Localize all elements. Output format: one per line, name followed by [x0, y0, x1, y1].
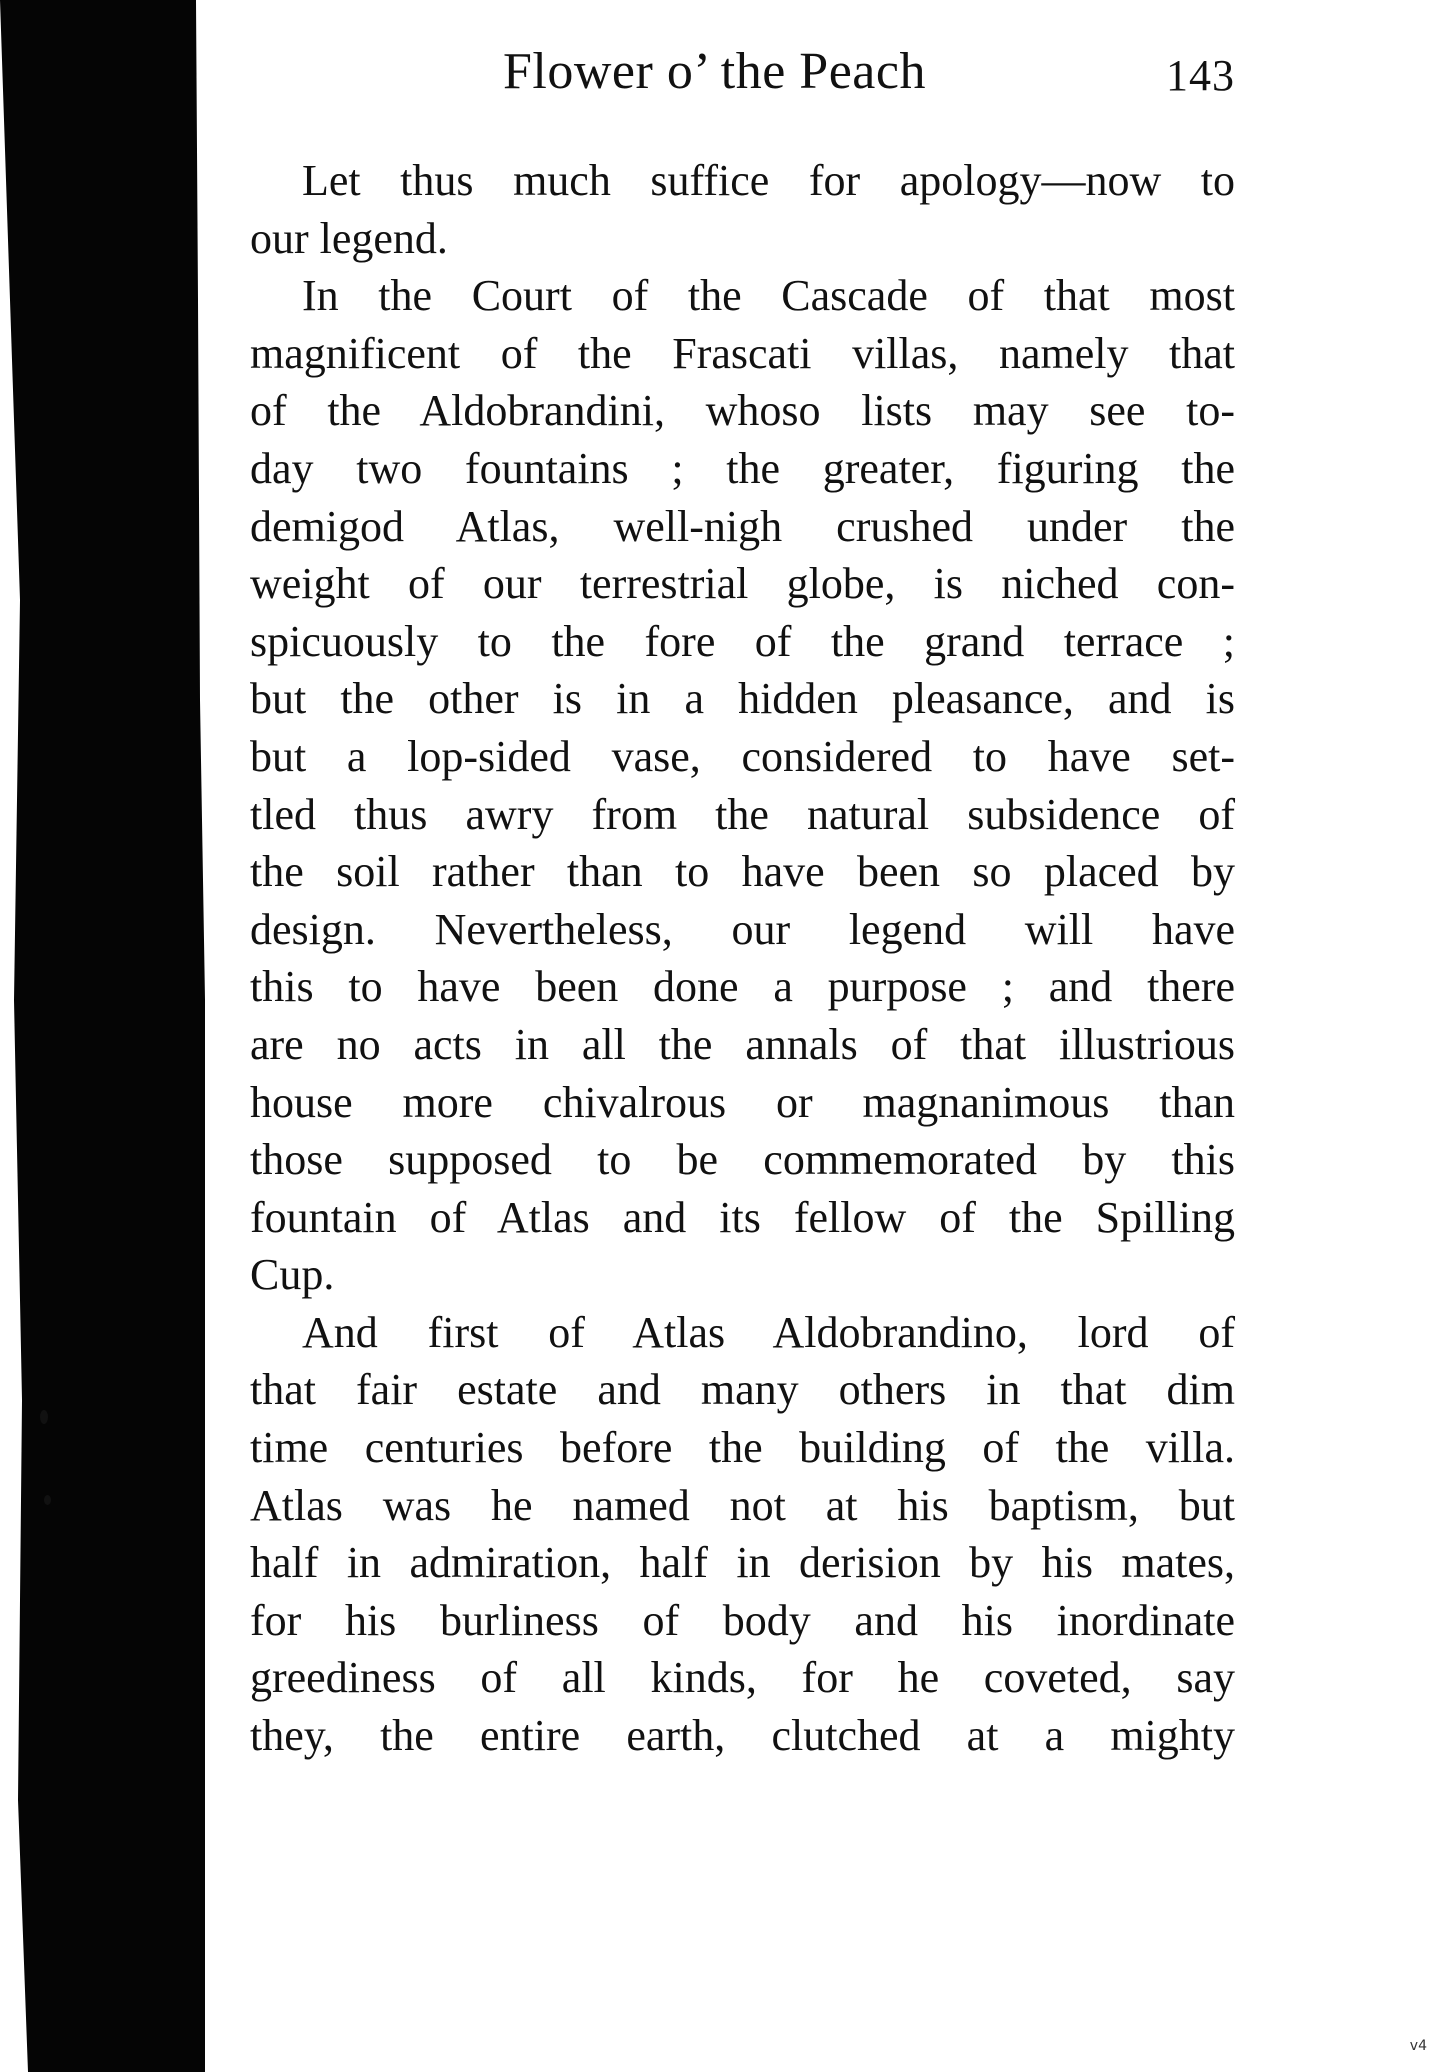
text-line: In the Court of the Cascade of that most [302, 271, 1235, 321]
text-line: those supposed to be commemorated by this [250, 1135, 1235, 1185]
text-line: Atlas was he named not at his baptism, but [250, 1480, 1235, 1530]
text-line: And first of Atlas Aldobrandino, lord of [302, 1307, 1235, 1357]
text-line: that fair estate and many others in that dim [250, 1365, 1235, 1415]
text-line: tled thus awry from the natural subsidence of [250, 789, 1235, 839]
scanned-binding-edge [0, 0, 205, 2072]
text-line: are no acts in all the annals of that illustrious [250, 1019, 1235, 1069]
text-line: of the Aldobrandini, whoso lists may see to- [250, 386, 1235, 436]
text-line: Cup. [250, 1250, 335, 1300]
body-text [250, 152, 1235, 1765]
text-line: this to have been done a purpose ; and there [250, 962, 1235, 1012]
text-line: for his burliness of body and his inordinate [250, 1595, 1235, 1645]
running-title: Flower o’ the Peach [503, 43, 926, 100]
page-number: 143 [1166, 51, 1235, 100]
text-line: day two fountains ; the greater, figuring the [250, 443, 1235, 493]
text-line: time centuries before the building of the villa. [250, 1423, 1235, 1473]
text-line: magnificent of the Frascati villas, namely that [250, 328, 1235, 378]
text-line: greediness of all kinds, for he coveted, say [250, 1653, 1235, 1703]
text-line: but the other is in a hidden pleasance, and is [250, 674, 1235, 724]
text-line: design. Nevertheless, our legend will have [250, 904, 1235, 954]
text-line: our legend. [250, 213, 448, 263]
scan-speck [44, 1495, 51, 1505]
text-line: spicuously to the fore of the grand terrace ; [250, 616, 1235, 666]
text-line: the soil rather than to have been so placed by [250, 847, 1235, 897]
text-line: half in admiration, half in derision by his mates, [250, 1538, 1235, 1588]
text-line: fountain of Atlas and its fellow of the Spilling [250, 1192, 1235, 1242]
text-line: demigod Atlas, well-nigh crushed under the [250, 501, 1235, 551]
text-line: but a lop-sided vase, considered to have set- [250, 731, 1235, 781]
page-header [250, 42, 1235, 112]
scan-speck [40, 1410, 48, 1424]
text-line: they, the entire earth, clutched at a mighty [250, 1711, 1235, 1761]
text-line: Let thus much suffice for apology—now to [302, 156, 1235, 205]
text-line: house more chivalrous or magnanimous than [250, 1077, 1235, 1127]
scan-corner-mark: v4 [1409, 2038, 1427, 2054]
text-line: weight of our terrestrial globe, is niched con- [250, 559, 1235, 609]
